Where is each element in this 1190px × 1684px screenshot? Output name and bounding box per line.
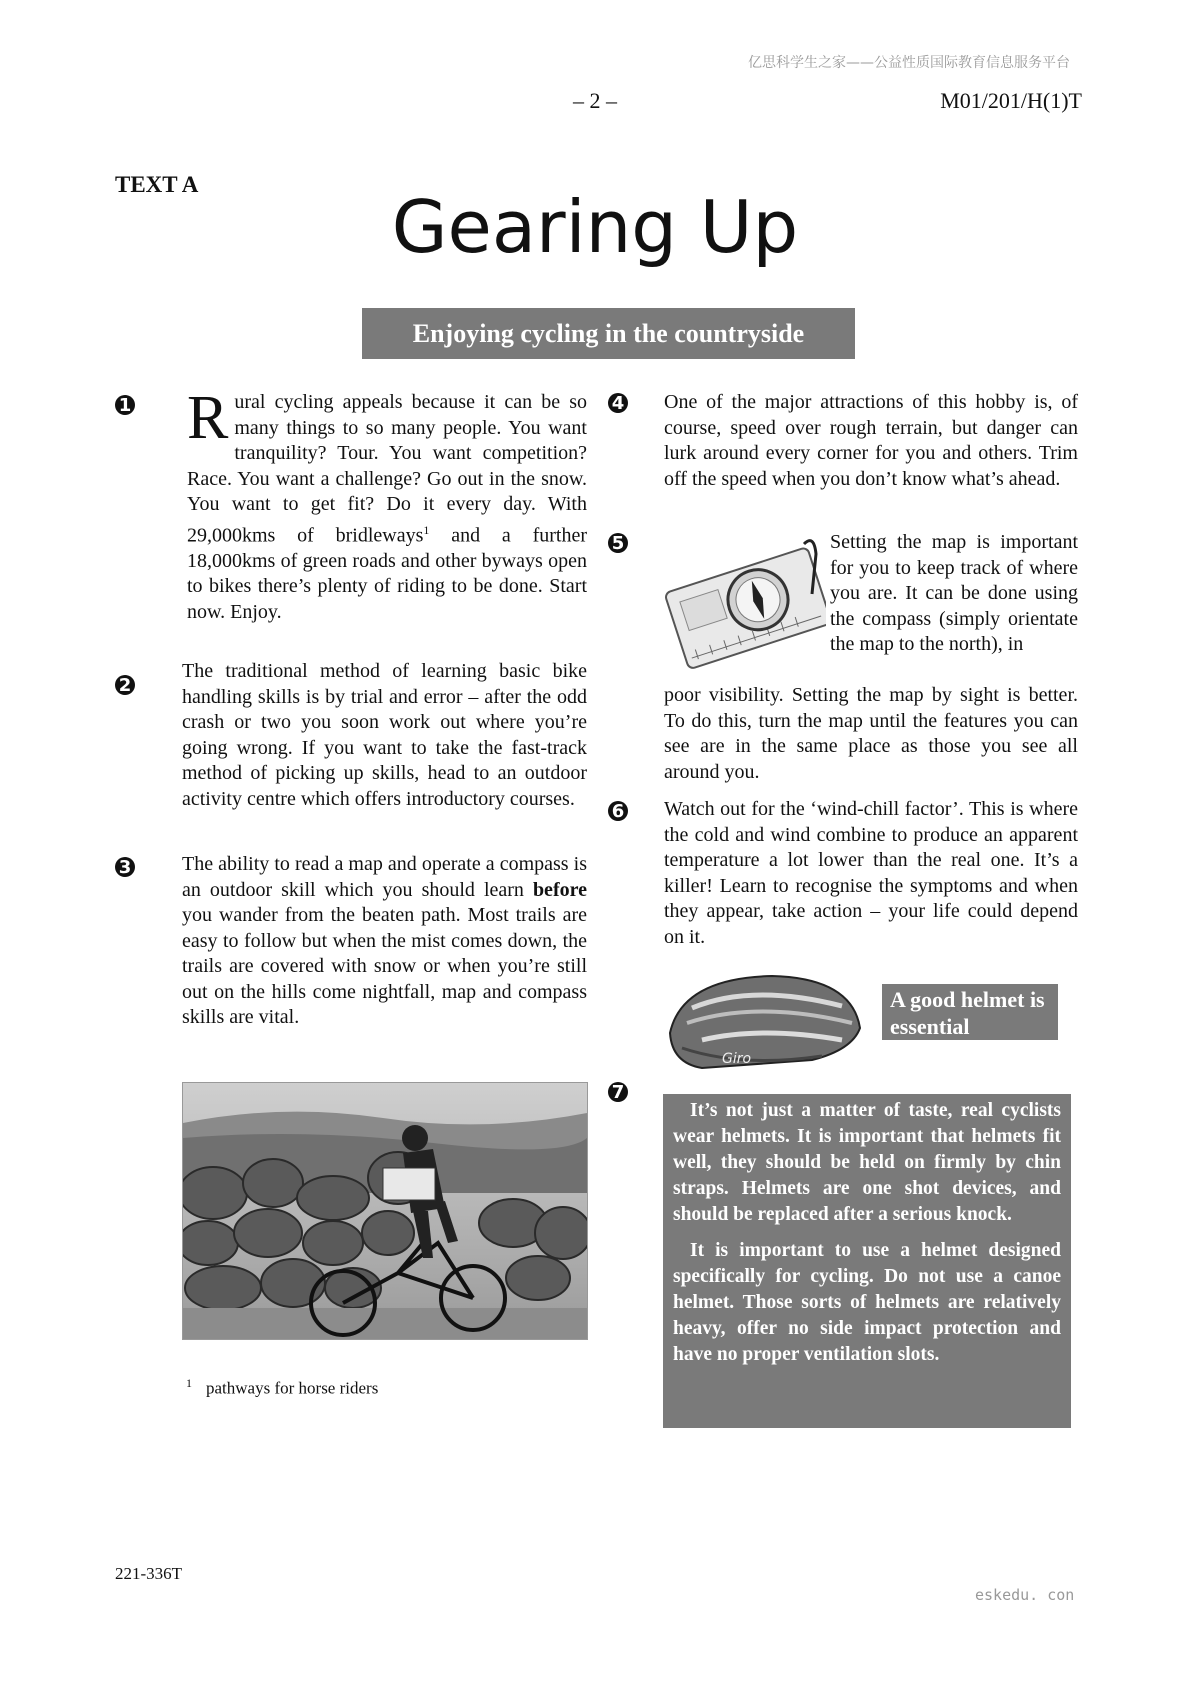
compass-image — [664, 534, 826, 676]
drop-cap: R — [187, 384, 229, 452]
cyclist-photo-image — [183, 1083, 587, 1339]
paragraph-3 — [182, 852, 587, 1031]
paragraph-number-4: 4 — [608, 393, 628, 413]
page-title: Gearing Up — [391, 185, 799, 269]
helmet-icon — [662, 968, 862, 1078]
page-number: – 2 – — [573, 88, 617, 113]
paragraph-2: The traditional method of learning basic bike handling skills is by trial and error – after the odd crash or two you soon work out where you’re going wrong. If you want to take the fast-track method of picking up skills, head to an outdoor activity centre which offers introductory courses. — [182, 660, 587, 810]
paragraph-1 — [187, 384, 587, 625]
footer-watermark: eskedu. con — [975, 1586, 1075, 1604]
footnote-reference: 1 — [423, 522, 430, 537]
paragraph-3-bold: before — [532, 878, 587, 901]
paragraph-number-2: 2 — [115, 675, 135, 695]
helmet-info-box — [663, 1094, 1071, 1428]
helmet-image — [662, 968, 862, 1078]
paragraph-number-3: 3 — [115, 857, 135, 877]
header-watermark: 亿思科学生之家——公益性质国际教育信息服务平台 — [748, 55, 1070, 71]
footnote-text: pathways for horse riders — [206, 1378, 379, 1398]
subtitle-banner: Enjoying cycling in the countryside — [362, 308, 855, 359]
paragraph-6: Watch out for the ‘wind-chill factor’. This is where the cold and wind combine to produce an apparent temperature a lot lower than the real one. It’s a killer! Learn to recognise the symptoms and when they appear, take action – your life could depend on it. — [664, 798, 1078, 948]
paragraph-number-7: 7 — [608, 1082, 628, 1102]
helmet-info-paragraph-2: It is important to use a helmet designed specifically for cycling. Do not use a canoe helmet. Those sorts of helmets are relatively heavy, offer no side impact protection and have no proper ventilation slots. — [673, 1240, 1061, 1365]
footnote-mark: 1 — [186, 1376, 192, 1390]
paragraph-number-6: 6 — [608, 801, 628, 821]
compass-icon — [664, 534, 826, 676]
text-label: TEXT A — [115, 172, 199, 197]
cyclist-photo — [182, 1082, 588, 1340]
footnote — [186, 1376, 378, 1399]
paragraph-number-5: 5 — [608, 533, 628, 553]
paragraph-3-text-a: The ability to read a map and operate a compass is an outdoor skill which you should learn — [182, 853, 587, 901]
paragraph-1-text-a: ural cycling appeals because it can be so many things to so many people. You want tranquility? Tour. You want competition? Race. You want a challenge? Go out in the snow. You want to get fit? Do it every day. With 29,000kms of bridleways — [187, 391, 587, 547]
paragraph-5-side: Setting the map is important for you to keep track of where you are. It can be done using the compass (simply orientate the map to the north), in — [830, 531, 1078, 655]
helmet-info-paragraph-1: It’s not just a matter of taste, real cyclists wear helmets. It is important that helmets fit well, they should be held on firmly by chin straps. Helmets are one shot devices, and should be replaced after a serious knock. — [673, 1100, 1061, 1225]
paragraph-number-1: 1 — [115, 395, 135, 415]
helmet-brand-label: Giro — [722, 1051, 752, 1067]
document-code: M01/201/H(1)T — [940, 88, 1082, 113]
paragraph-1-text-b: and a further 18,000kms of green roads and other byways open to bikes there’s plenty of riding to be done. Start now. Enjoy. — [187, 524, 587, 623]
helmet-label: A good helmet is essential — [882, 984, 1058, 1040]
paragraph-4: One of the major attractions of this hobby is, of course, speed over rough terrain, but danger can lurk around every corner for you and others. Trim off the speed when you don’t know what’s ahead. — [664, 391, 1078, 490]
footer-code: 221-336T — [115, 1564, 183, 1583]
paragraph-5-full: poor visibility. Setting the map by sight is better. To do this, turn the map until the features you can see are in the same place as those you see all around you. — [664, 684, 1078, 783]
paragraph-3-text-b: you wander from the beaten path. Most trails are easy to follow but when the mist comes down, the trails are covered with snow or when you’re still out on the hills come nightfall, map and compass skills are vital. — [182, 904, 587, 1028]
